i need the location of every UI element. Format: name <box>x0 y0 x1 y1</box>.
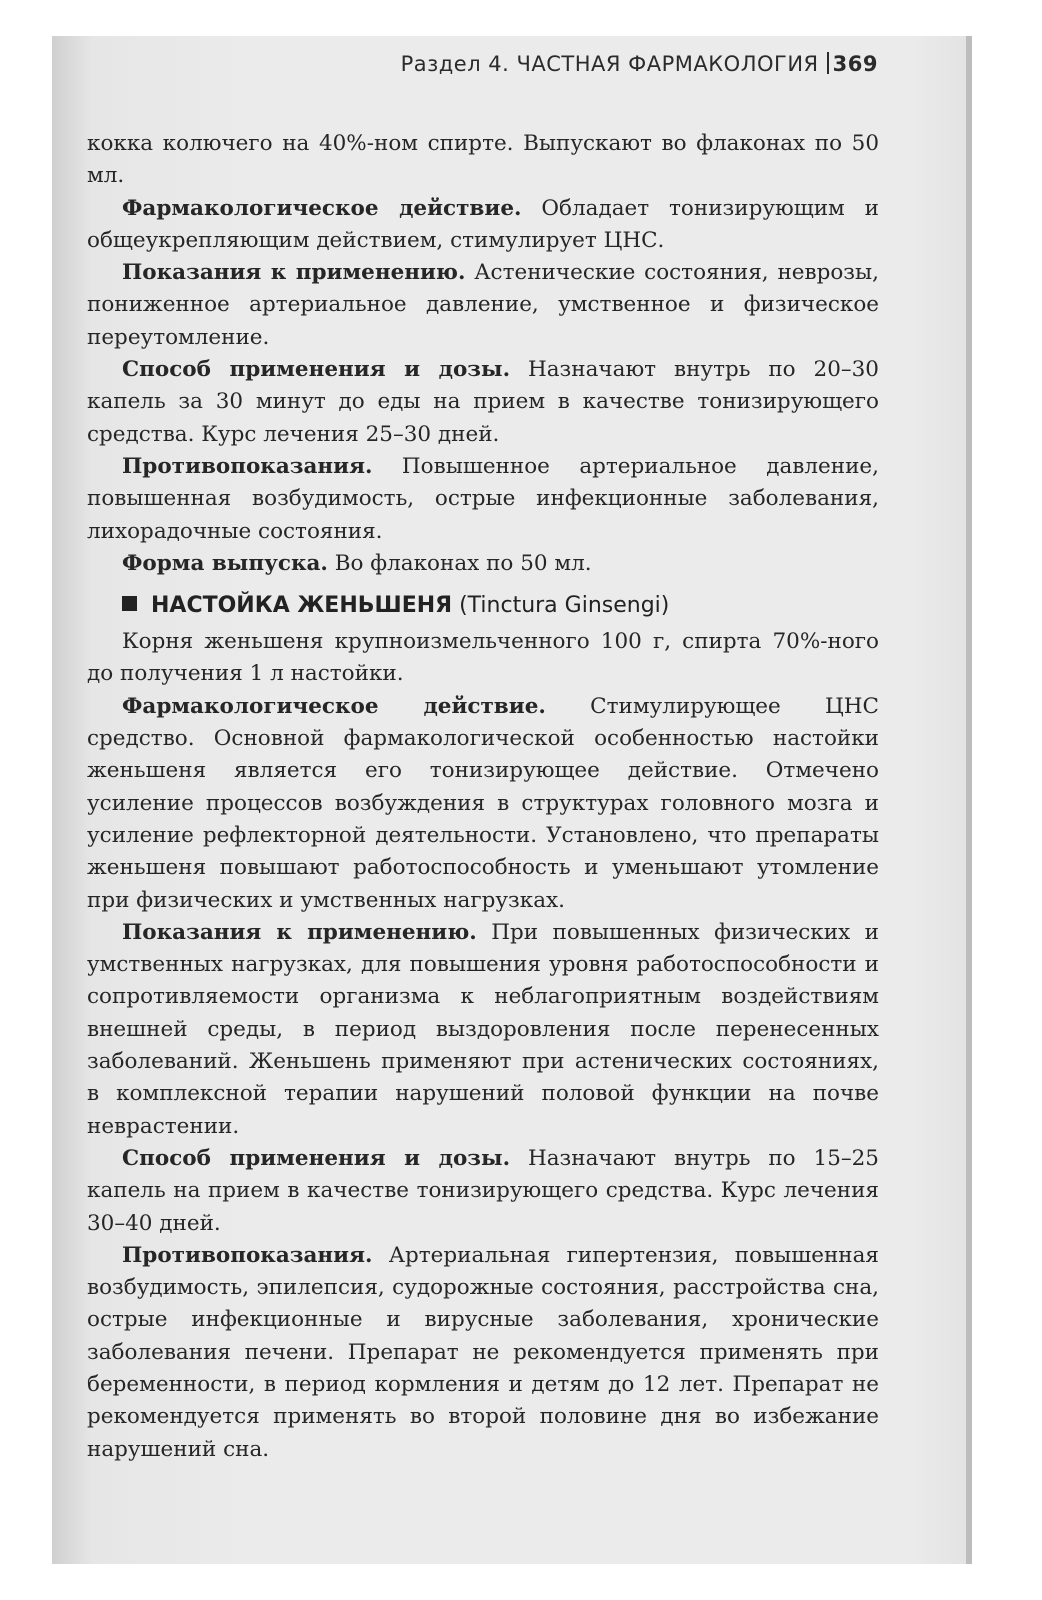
entry1-indications-text: Астенические состояния, неврозы, пониженное артериальное давление, умственное и физическое переутомление. <box>87 260 879 350</box>
entry1-dosage-paragraph <box>87 354 879 451</box>
page-edge <box>966 36 972 1564</box>
entry2-dosage-paragraph <box>87 1143 879 1240</box>
header-section-title: Раздел 4. ЧАСТНАЯ ФАРМАКОЛОГИЯ <box>400 52 819 76</box>
entry1-indications-label: Показания к применению. <box>122 260 466 286</box>
entry2-dosage-label: Способ применения и дозы. <box>122 1145 511 1171</box>
entry2-indications-label: Показания к применению. <box>122 919 477 945</box>
entry2-indications-paragraph <box>87 917 879 1143</box>
entry1-contraindications-text: Повышенное артериальное давление, повышенная возбудимость, острые инфекционные заболевания, лихорадочные состояния. <box>87 453 879 544</box>
heading-bullet-square <box>122 596 137 611</box>
page-number: 369 <box>832 52 878 76</box>
entry2-dosage-text: Назначают внутрь по 15–25 капель на прием в качестве тонизирующего средства. Курс лечения 30–40 дней. <box>87 1145 879 1236</box>
entry1-form-text: Во флаконах по 50 мл. <box>327 550 592 576</box>
entry2-contraindications-paragraph <box>87 1240 879 1466</box>
entry1-dosage-label: Способ применения и дозы. <box>122 357 511 383</box>
entry2-action-text: Стимулирующее ЦНС средство. Основной фармакологической особенностью настойки женьшеня является его тонизирующее действие. Отмечено усиление процессов возбуждения в структурах головного мозга и усиление рефлекторной деятельности. Установлено, что препараты женьшеня повышают работоспособность и уменьшают утомление при физических и умственных нагрузках. <box>87 693 879 913</box>
entry1-contraindications-paragraph <box>87 451 879 548</box>
page-body <box>87 128 879 1466</box>
entry2-contraindications-text: Артериальная гипертензия, повышенная возбудимость, эпилепсия, судорожные состояния, расстройства сна, острые инфекционные и вирусные заболевания, хронические заболевания печени. Препарат не рекомендуется применять при беременности, в период кормления и детям до 12 лет. Препарат не рекомендуется применять во второй половине дня во избежание нарушений сна. <box>87 1242 879 1462</box>
entry1-dosage-text: Назначают внутрь по 20–30 капель за 30 минут до еды на прием в качестве тонизирующего средства. Курс лечения 25–30 дней. <box>87 357 879 447</box>
entry1-form-paragraph <box>87 548 879 580</box>
entry2-heading <box>87 590 879 622</box>
entry2-action-paragraph <box>87 691 879 917</box>
header-separator <box>827 52 829 74</box>
continuation-paragraph: кокка колючего на 40%-ном спирте. Выпускают во флаконах по 50 мл. <box>87 131 879 189</box>
entry2-action-label: Фармакологическое действие. <box>122 693 546 719</box>
entry1-action-paragraph <box>87 193 879 258</box>
entry1-action-text: Обладает тонизирующим и общеукрепляющим действием, стимулирует ЦНС. <box>87 195 880 253</box>
entry1-indications-paragraph <box>87 257 879 354</box>
running-header <box>300 52 878 76</box>
entry1-contraindications-label: Противопоказания. <box>122 453 373 479</box>
entry2-composition-paragraph: Корня женьшеня крупноизмельченного 100 г, спирта 70%-ного до получения 1 л настойки. <box>87 629 879 687</box>
entry2-title-latin: (Tinctura Ginsengi) <box>452 593 670 619</box>
entry1-action-label: Фармакологическое действие. <box>122 195 522 221</box>
entry2-title: НАСТОЙКА ЖЕНЬШЕНЯ <box>151 593 453 619</box>
entry2-contraindications-label: Противопоказания. <box>122 1242 373 1268</box>
entry2-indications-text: При повышенных физических и умственных нагрузках, для повышения уровня работоспособности и сопротивляемости организма к неблагоприятным воздействиям внешней среды, в период выздоровления после перенесенных заболеваний. Женьшень применяют при астенических состояниях, в комплексной терапии нарушений половой функции на почве неврастении. <box>87 919 879 1139</box>
entry1-form-label: Форма выпуска. <box>122 550 328 576</box>
